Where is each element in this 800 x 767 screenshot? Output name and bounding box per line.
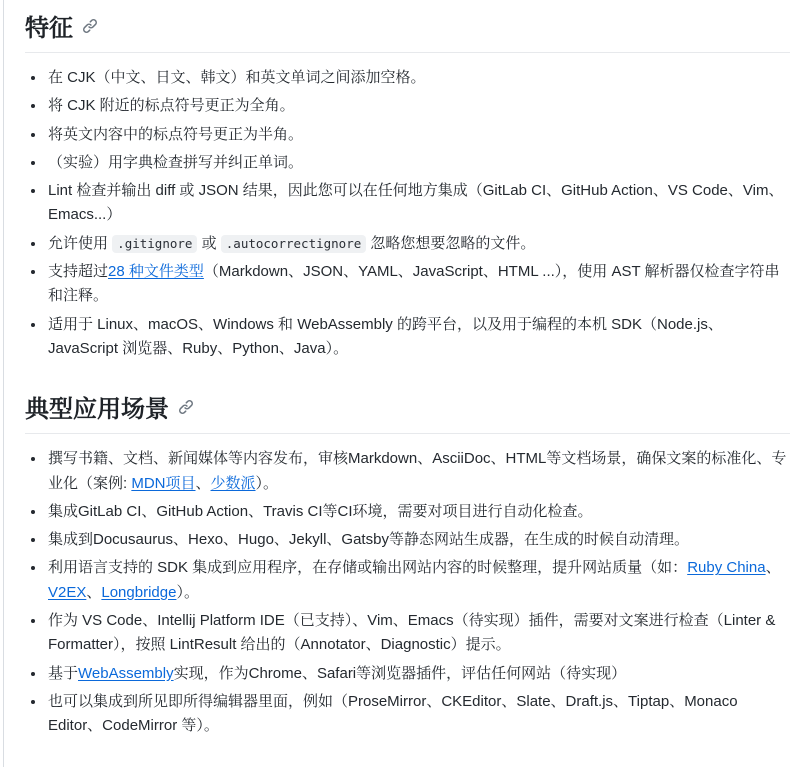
link-chain-icon[interactable] <box>82 18 98 34</box>
inline-link[interactable]: 28 种文件类型 <box>108 263 204 281</box>
list-item <box>46 123 790 147</box>
inline-link[interactable]: 少数派 <box>210 474 256 492</box>
features-heading <box>25 2 790 53</box>
text-segment: Lint 检查并输出 diff 或 JSON 结果，因此您可以在任何地方集成（GitLab CI、GitHub Action、VS Code、Vim、Emacs...） <box>48 182 784 224</box>
inline-link[interactable]: V2EX <box>48 583 87 601</box>
text-segment: 、 <box>765 559 781 577</box>
text-segment: 撰写书籍、文档、新闻媒体等内容发布，审核Markdown、AsciiDoc、HTML等文档场景，确保文案的标准化、专业化（案例: <box>48 450 787 492</box>
text-segment: 支持超过 <box>48 263 109 281</box>
inline-code: .autocorrectignore <box>221 235 366 253</box>
link-chain-icon <box>82 18 98 34</box>
text-segment: 允许使用 <box>48 234 113 252</box>
link-chain-icon <box>178 399 194 415</box>
text-segment: 、 <box>86 583 102 601</box>
features-title: 特征 <box>25 15 73 42</box>
list-item <box>46 232 790 256</box>
link-chain-icon[interactable] <box>178 399 194 415</box>
list-item <box>46 94 790 118</box>
text-segment: ）。 <box>255 474 279 492</box>
list-item <box>46 500 790 524</box>
list-item <box>46 609 790 658</box>
text-segment: 利用语言支持的 SDK 集成到应用程序，在存储或输出网站内容的时候整理，提升网站质量（如： <box>48 559 688 577</box>
use-cases-title: 典型应用场景 <box>25 396 169 424</box>
text-segment: ）。 <box>176 583 199 601</box>
list-item <box>46 313 790 362</box>
list-item <box>46 690 790 739</box>
text-segment: （Markdown、JSON、YAML、JavaScript、HTML ...），使用 AST 解析器仅检查字符串和注释。 <box>48 263 780 305</box>
text-segment: 也可以集成到所见即所得编辑器里面，例如（ProseMirror、CKEditor、Slate、Draft.js、Tiptap、Monaco Editor、CodeMirror 等）。 <box>48 692 738 735</box>
use-cases-heading <box>25 383 790 434</box>
text-segment: 集成到Docusaurus、Hexo、Hugo、Jekyll、Gatsby等静态网站生成器，在生成的时候自动清理。 <box>48 531 689 549</box>
text-segment: 忽略您想要忽略的文件。 <box>366 234 536 252</box>
inline-link[interactable]: MDN项目 <box>131 474 196 492</box>
text-segment: 将英文内容中的标点符号更正为半角。 <box>48 125 304 143</box>
text-segment: 将 CJK 附近的标点符号更正为全角。 <box>48 97 295 115</box>
text-segment: 在 CJK（中文、日文、韩文）和英文单词之间添加空格。 <box>48 69 426 86</box>
text-segment: 基于 <box>48 664 79 682</box>
list-item <box>46 179 790 228</box>
document-page <box>3 0 800 767</box>
list-item <box>46 556 790 605</box>
features-list <box>25 66 790 361</box>
inline-code: .gitignore <box>112 235 197 253</box>
list-item <box>46 528 790 552</box>
list-item <box>46 260 790 309</box>
section-use-cases <box>25 383 790 738</box>
inline-link[interactable]: Ruby China <box>687 559 766 577</box>
text-segment: 集成GitLab CI、GitHub Action、Travis CI等CI环境，需要对项目进行自动化检查。 <box>48 502 593 520</box>
text-segment: （实验）用字典检查拼写并纠正单词。 <box>48 153 304 171</box>
list-item <box>46 447 790 496</box>
inline-link[interactable]: Longbridge <box>101 583 177 601</box>
text-segment: 实现，作为Chrome、Safari等浏览器插件，评估任何网站（待实现） <box>173 664 627 682</box>
text-segment: 或 <box>197 234 221 252</box>
text-segment: 作为 VS Code、Intellij Platform IDE（已支持）、Vim、Emacs（待实现）插件，需要对文案进行检查（Linter & Formatter），按照 LintResult 给出的（Annotator、Diagnostic）提示。 <box>48 612 776 654</box>
list-item <box>46 151 790 175</box>
use-cases-list <box>25 447 790 738</box>
list-item <box>46 662 790 686</box>
text-segment: 、 <box>195 474 211 492</box>
list-item <box>46 66 790 90</box>
section-features <box>25 2 790 361</box>
inline-link[interactable]: WebAssembly <box>78 664 174 682</box>
text-segment: 适用于 Linux、macOS、Windows 和 WebAssembly 的跨平台，以及用于编程的本机 SDK（Node.js、JavaScript 浏览器、Ruby、Python、Java）。 <box>48 315 723 357</box>
